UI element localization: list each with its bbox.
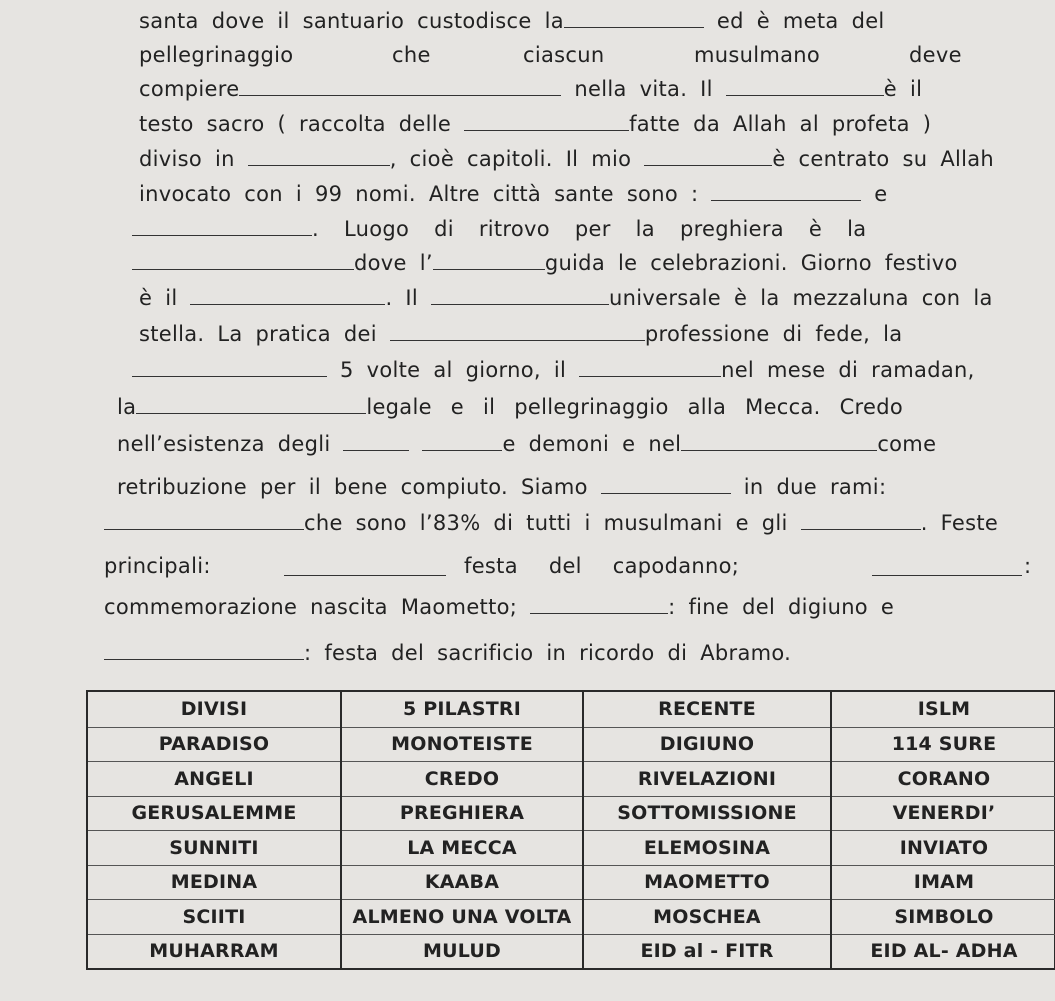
text: e [874,182,888,206]
word-bank-cell: MOSCHEA [584,899,830,934]
text-line-9 [139,285,993,311]
text: come [877,432,937,456]
text-line-13 [117,431,936,457]
text: che [392,43,431,67]
word-bank-column-2 [340,692,582,968]
text-line-1 [139,8,885,34]
text: dove l’ [354,251,433,275]
text-line-18 [104,640,791,666]
text-line-7 [132,216,866,242]
answer-blank[interactable] [132,251,354,270]
answer-blank[interactable] [681,432,877,451]
word-bank-cell: CORANO [832,761,1055,796]
text: è centrato su Allah [772,147,995,171]
word-bank-cell: RECENTE [658,698,756,721]
answer-blank[interactable] [431,286,609,305]
text: retribuzione per il bene compiuto. Siamo [117,475,588,499]
text-line-14 [117,474,886,500]
text-line-8 [132,250,958,276]
text: 5 volte al giorno, il [339,358,567,382]
answer-blank[interactable] [248,147,390,166]
word-bank-cell: MUHARRAM [88,934,340,969]
answer-blank[interactable] [644,147,772,166]
text-line-12 [117,394,903,420]
answer-blank[interactable] [801,511,921,530]
answer-blank[interactable] [564,9,704,28]
word-bank-cell: PREGHIERA [342,796,582,831]
word-bank-cell: VENERDI’ [832,796,1055,831]
word-bank-table [86,690,1055,970]
answer-blank[interactable] [726,77,884,96]
word-bank-cell: MULUD [342,934,582,969]
word-bank-cell: RIVELAZIONI [584,761,830,796]
text-line-11 [132,357,975,383]
text-line-17 [104,594,894,620]
word-bank-cell: DIGIUNO [584,727,830,762]
word-bank-cell: EID al - FITR [584,934,830,969]
answer-blank[interactable] [530,595,668,614]
text: e demoni e nel [502,432,682,456]
text: testo sacro ( raccolta delle [139,112,452,136]
text: guida le celebrazioni. Giorno festivo [544,251,958,275]
text: in due rami: [743,475,887,499]
word-bank-cell: KAABA [342,865,582,900]
text: professione di fede, la [644,322,903,346]
answer-blank[interactable] [422,432,502,451]
text-line-4 [139,111,931,137]
text: santa dove il santuario custodisce la [139,9,564,33]
answer-blank[interactable] [239,77,561,96]
text: ed è meta del [716,9,885,33]
text: : fine del digiuno e [668,595,895,619]
answer-blank[interactable] [464,112,629,131]
answer-blank[interactable] [190,286,385,305]
word-bank-cell: PARADISO [88,727,340,762]
word-bank-cell: IMAM [832,865,1055,900]
answer-blank[interactable] [390,322,645,341]
answer-blank[interactable] [872,557,1022,576]
text: . Feste [920,511,999,535]
answer-blank[interactable] [136,395,366,414]
text: pellegrinaggio [139,43,294,67]
answer-blank[interactable] [579,358,721,377]
answer-blank[interactable] [343,432,409,451]
text: è il [883,77,923,101]
word-bank-cell: SOTTOMISSIONE [584,796,830,831]
text-line-15 [104,510,998,536]
text-line-10 [139,321,902,347]
word-bank-cell: MAOMETTO [584,865,830,900]
word-bank-cell: SIMBOLO [832,899,1055,934]
text: fatte da Allah al profeta ) [629,112,932,136]
text: compiere [139,77,240,101]
text: musulmano [694,43,821,67]
word-bank-cell: SUNNITI [88,830,340,865]
answer-blank[interactable] [104,511,304,530]
word-bank-cell: GERUSALEMME [88,796,340,831]
word-bank-cell: SCIITI [88,899,340,934]
word-bank-cell: ALMENO UNA VOLTA [342,899,582,934]
text-line-5 [139,146,994,172]
word-bank-cell: ANGELI [88,761,340,796]
answer-blank[interactable] [132,217,312,236]
text-line-3 [139,76,922,102]
text: la [117,395,137,419]
text: stella. La pratica dei [139,322,377,346]
text: che sono l’83% di tutti i musulmani e gli [304,511,788,535]
word-bank-cell: MEDINA [88,865,340,900]
text: nel mese di ramadan, [721,358,975,382]
word-bank-cell: EID AL- ADHA [832,934,1055,969]
word-bank-cell: 114 SURE [832,727,1055,762]
text: festa del capodanno; [464,554,740,578]
answer-blank[interactable] [284,557,446,576]
word-bank-cell: 5 PILASTRI [403,698,521,721]
text-line-6 [139,181,888,207]
answer-blank[interactable] [132,358,327,377]
text: ciascun [523,43,605,67]
word-bank-cell: DIVISI [180,698,248,721]
answer-blank[interactable] [711,182,861,201]
text: principali: [104,554,211,578]
text: nell’esistenza degli [117,432,331,456]
word-bank-cell: ELEMOSINA [584,830,830,865]
word-bank-cell: ISLM [917,698,971,721]
text: diviso in [139,147,235,171]
text: . Il [385,286,419,310]
text: , cioè capitoli. Il mio [389,147,632,171]
text: nella vita. Il [574,77,713,101]
text: deve [909,43,962,67]
word-bank-column-1 [88,692,340,968]
answer-blank[interactable] [433,251,545,270]
word-bank-column-4 [830,692,1055,968]
answer-blank[interactable] [104,641,304,660]
text: invocato con i 99 nomi. Altre città sante sono : [139,182,699,206]
answer-blank[interactable] [601,475,731,494]
text: è il [139,286,178,310]
text: : festa del sacrificio in ricordo di Abramo. [304,641,792,665]
text: commemorazione nascita Maometto; [104,595,518,619]
word-bank-column-3 [582,692,830,968]
word-bank-cell: INVIATO [832,830,1055,865]
word-bank-cell: CREDO [342,761,582,796]
word-bank-cell: LA MECCA [342,830,582,865]
text: : [1024,554,1032,578]
text: legale e il pellegrinaggio alla Mecca. Credo [366,395,904,419]
text: . Luogo di ritrovo per la preghiera è la [312,217,867,241]
text: universale è la mezzaluna con la [609,286,993,310]
word-bank-cell: MONOTEISTE [342,727,582,762]
